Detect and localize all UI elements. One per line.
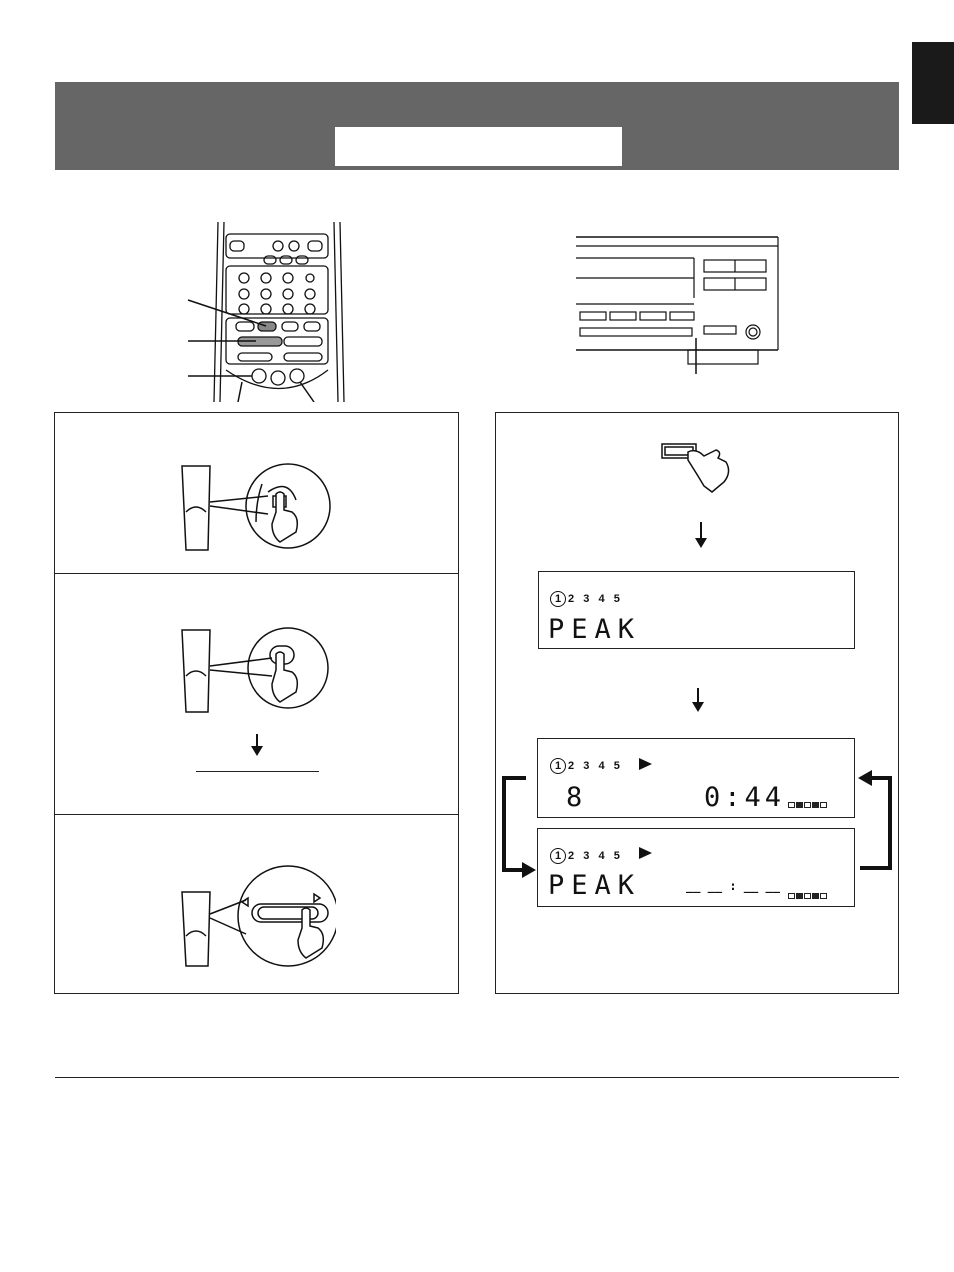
disc-one-indicator: 1: [550, 758, 566, 774]
cd-player-front-panel-illustration: [576, 234, 780, 374]
title-banner-box: [335, 127, 622, 166]
disc-numbers: 2 3 4 5: [568, 593, 621, 605]
press-button-illustration: [176, 624, 336, 716]
arrow-down-icon: [256, 734, 258, 748]
level-meter: [788, 886, 828, 904]
remote-control-illustration: [180, 222, 350, 402]
disc-numbers: 2 3 4 5: [568, 760, 621, 772]
lcd-main-text: PEAK: [548, 614, 642, 645]
bottom-rule: [55, 1077, 899, 1078]
step-divider-1: [54, 573, 459, 574]
press-skip-button-illustration: [176, 864, 336, 968]
disc-one-indicator: 1: [550, 848, 566, 864]
press-stop-button-illustration: [176, 462, 336, 554]
lcd-time-blank: __ __ : __ __: [686, 879, 780, 893]
arrow-down-icon: [700, 522, 702, 540]
disc-indicator: [550, 591, 621, 607]
step-divider-2: [54, 814, 459, 815]
underline-blank: [196, 771, 319, 772]
press-front-button-illustration: [660, 440, 740, 496]
lcd-time: 0:44: [704, 782, 786, 813]
arrow-down-icon: [697, 688, 699, 704]
cycle-arrow-icon: [496, 768, 896, 878]
lcd-track-number: 8: [566, 782, 590, 813]
disc-one-indicator: 1: [550, 591, 566, 607]
disc-numbers: 2 3 4 5: [568, 850, 621, 862]
language-tab: [912, 42, 954, 124]
lcd-main-text: PEAK: [548, 870, 642, 901]
